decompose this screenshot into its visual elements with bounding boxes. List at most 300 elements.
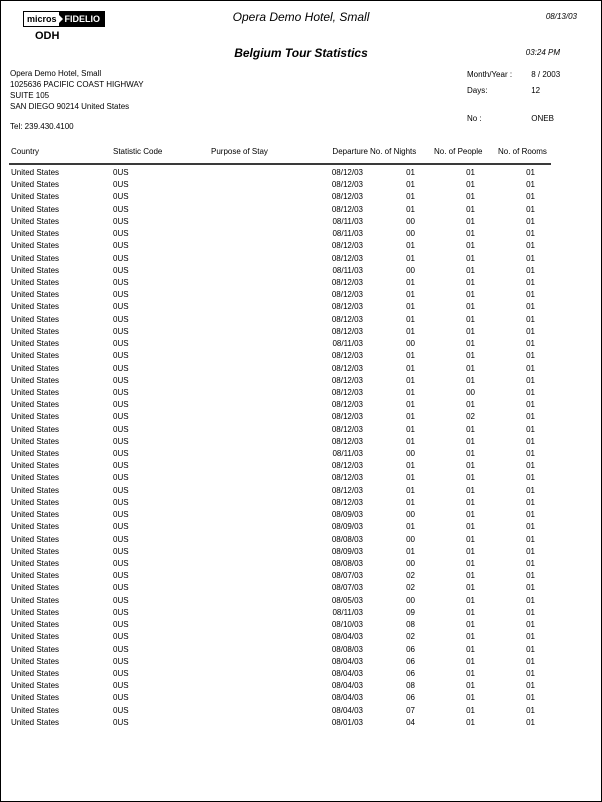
cell-country: United States — [11, 559, 60, 568]
cell-country: United States — [11, 705, 60, 715]
cell-no-of-people: 01 — [466, 302, 475, 312]
cell-no-of-rooms: 01 — [526, 375, 535, 385]
cell-no-of-people: 01 — [466, 449, 475, 459]
cell-country: United States — [11, 681, 60, 691]
param-no — [467, 114, 554, 123]
table-row — [1, 216, 601, 228]
cell-departure: 08/01/03 — [331, 717, 363, 727]
cell-no-of-rooms: 01 — [526, 607, 535, 617]
cell-departure: 08/12/03 — [331, 351, 363, 361]
cell-country: United States — [11, 449, 60, 459]
cell-statistic-code: 0US — [113, 168, 129, 177]
cell-no-of-people: 01 — [466, 339, 475, 349]
cell-no-of-rooms: 01 — [526, 546, 535, 556]
cell-departure: 08/07/03 — [331, 571, 363, 581]
cell-departure: 08/12/03 — [331, 192, 363, 202]
cell-no-of-rooms: 01 — [526, 412, 535, 422]
table-row — [1, 607, 601, 619]
cell-country: United States — [11, 656, 60, 666]
cell-no-of-nights: 01 — [406, 473, 415, 483]
cell-statistic-code: 0US — [113, 620, 129, 630]
cell-no-of-rooms: 01 — [526, 705, 535, 715]
cell-no-of-rooms: 01 — [526, 424, 535, 434]
cell-no-of-people: 01 — [466, 546, 475, 556]
cell-no-of-rooms: 01 — [526, 717, 535, 727]
cell-no-of-nights: 00 — [406, 449, 415, 459]
table-body — [1, 167, 601, 729]
cell-no-of-rooms: 01 — [526, 216, 535, 226]
param-value: 8 / 2003 — [531, 70, 561, 79]
cell-departure: 08/04/03 — [331, 681, 363, 691]
cell-statistic-code: 0US — [113, 644, 129, 654]
cell-departure: 08/12/03 — [331, 302, 363, 312]
cell-no-of-people: 01 — [466, 681, 475, 691]
cell-country: United States — [11, 241, 60, 251]
cell-no-of-nights: 01 — [406, 277, 415, 287]
cell-no-of-nights: 01 — [406, 497, 415, 507]
table-row — [1, 497, 601, 509]
hotel-phone: Tel: 239.430.4100 — [10, 122, 74, 131]
cell-statistic-code: 0US — [113, 229, 129, 239]
cell-no-of-rooms: 01 — [526, 192, 535, 202]
table-row — [1, 314, 601, 326]
cell-statistic-code: 0US — [113, 510, 129, 520]
cell-statistic-code: 0US — [113, 559, 129, 568]
cell-no-of-people: 01 — [466, 461, 475, 471]
param-value: ONEB — [531, 114, 554, 123]
cell-no-of-people: 01 — [466, 705, 475, 715]
cell-departure: 08/04/03 — [331, 693, 363, 703]
cell-no-of-people: 01 — [466, 314, 475, 324]
cell-departure: 08/12/03 — [331, 497, 363, 507]
cell-no-of-rooms: 01 — [526, 644, 535, 654]
param-label: No : — [467, 114, 482, 123]
cell-country: United States — [11, 180, 60, 190]
cell-no-of-nights: 01 — [406, 204, 415, 214]
cell-statistic-code: 0US — [113, 424, 129, 434]
cell-no-of-rooms: 01 — [526, 253, 535, 263]
cell-no-of-people: 01 — [466, 351, 475, 361]
cell-no-of-people: 01 — [466, 253, 475, 263]
cell-statistic-code: 0US — [113, 204, 129, 214]
cell-country: United States — [11, 326, 60, 336]
cell-departure: 08/12/03 — [331, 375, 363, 385]
cell-departure: 08/12/03 — [331, 314, 363, 324]
cell-no-of-nights: 01 — [406, 253, 415, 263]
cell-statistic-code: 0US — [113, 595, 129, 605]
column-header-country: Country — [11, 147, 40, 156]
cell-statistic-code: 0US — [113, 400, 129, 410]
cell-no-of-people: 01 — [466, 510, 475, 520]
cell-departure: 08/04/03 — [331, 656, 363, 666]
table-row — [1, 387, 601, 399]
cell-no-of-rooms: 01 — [526, 302, 535, 312]
hotel-name: Opera Demo Hotel, Small — [10, 69, 102, 78]
cell-no-of-rooms: 01 — [526, 632, 535, 642]
table-row — [1, 350, 601, 362]
cell-no-of-nights: 01 — [406, 180, 415, 190]
cell-no-of-nights: 00 — [406, 229, 415, 239]
cell-no-of-nights: 01 — [406, 387, 415, 397]
cell-departure: 08/12/03 — [331, 412, 363, 422]
cell-no-of-people: 01 — [466, 436, 475, 446]
cell-no-of-people: 01 — [466, 522, 475, 532]
cell-statistic-code: 0US — [113, 449, 129, 459]
cell-no-of-people: 01 — [466, 559, 475, 568]
cell-country: United States — [11, 302, 60, 312]
cell-statistic-code: 0US — [113, 485, 129, 495]
table-row — [1, 668, 601, 680]
table-row — [1, 424, 601, 436]
cell-no-of-people: 01 — [466, 400, 475, 410]
cell-no-of-rooms: 01 — [526, 559, 535, 568]
cell-departure: 08/12/03 — [331, 253, 363, 263]
cell-departure: 08/09/03 — [331, 510, 363, 520]
column-header-no-of-people: No. of People — [434, 147, 483, 156]
cell-statistic-code: 0US — [113, 241, 129, 251]
cell-no-of-nights: 01 — [406, 302, 415, 312]
cell-no-of-rooms: 01 — [526, 620, 535, 630]
cell-departure: 08/12/03 — [331, 363, 363, 373]
cell-no-of-nights: 01 — [406, 290, 415, 300]
table-row — [1, 375, 601, 387]
cell-departure: 08/11/03 — [332, 229, 363, 239]
cell-statistic-code: 0US — [113, 351, 129, 361]
table-row — [1, 240, 601, 252]
cell-no-of-people: 01 — [466, 607, 475, 617]
cell-no-of-people: 01 — [466, 620, 475, 630]
cell-country: United States — [11, 229, 60, 239]
cell-no-of-nights: 02 — [406, 583, 415, 593]
cell-no-of-nights: 02 — [406, 632, 415, 642]
cell-statistic-code: 0US — [113, 497, 129, 507]
cell-departure: 08/04/03 — [331, 668, 363, 678]
cell-country: United States — [11, 387, 60, 397]
cell-statistic-code: 0US — [113, 412, 129, 422]
cell-departure: 08/12/03 — [331, 241, 363, 251]
cell-no-of-people: 01 — [466, 424, 475, 434]
param-label: Month/Year : — [467, 70, 513, 79]
cell-departure: 08/09/03 — [331, 546, 363, 556]
cell-country: United States — [11, 717, 60, 727]
cell-statistic-code: 0US — [113, 216, 129, 226]
cell-country: United States — [11, 510, 60, 520]
cell-no-of-people: 01 — [466, 290, 475, 300]
cell-no-of-rooms: 01 — [526, 277, 535, 287]
cell-statistic-code: 0US — [113, 290, 129, 300]
table-row — [1, 680, 601, 692]
cell-no-of-nights: 01 — [406, 192, 415, 202]
cell-no-of-people: 01 — [466, 180, 475, 190]
cell-departure: 08/09/03 — [331, 522, 363, 532]
cell-no-of-rooms: 01 — [526, 656, 535, 666]
cell-no-of-people: 01 — [466, 363, 475, 373]
cell-country: United States — [11, 277, 60, 287]
cell-country: United States — [11, 265, 60, 275]
cell-departure: 08/12/03 — [331, 290, 363, 300]
cell-no-of-rooms: 01 — [526, 387, 535, 397]
cell-country: United States — [11, 375, 60, 385]
cell-departure: 08/10/03 — [331, 620, 363, 630]
page-title: Opera Demo Hotel, Small — [232, 10, 370, 24]
cell-no-of-rooms: 01 — [526, 168, 535, 177]
cell-departure: 08/07/03 — [331, 583, 363, 593]
cell-country: United States — [11, 497, 60, 507]
column-header-departure: Departure — [332, 147, 368, 156]
table-row — [1, 228, 601, 240]
hotel-address-block — [10, 68, 144, 112]
cell-no-of-nights: 06 — [406, 656, 415, 666]
table-row — [1, 363, 601, 375]
cell-statistic-code: 0US — [113, 387, 129, 397]
cell-no-of-nights: 01 — [406, 314, 415, 324]
cell-departure: 08/12/03 — [331, 326, 363, 336]
cell-no-of-nights: 01 — [406, 400, 415, 410]
cell-no-of-rooms: 01 — [526, 436, 535, 446]
cell-no-of-people: 01 — [466, 717, 475, 727]
table-row — [1, 204, 601, 216]
table-row — [1, 485, 601, 497]
cell-departure: 08/04/03 — [331, 705, 363, 715]
cell-no-of-rooms: 01 — [526, 290, 535, 300]
cell-no-of-rooms: 01 — [526, 461, 535, 471]
cell-no-of-nights: 01 — [406, 351, 415, 361]
cell-no-of-people: 00 — [466, 387, 475, 397]
cell-country: United States — [11, 290, 60, 300]
cell-no-of-people: 01 — [466, 583, 475, 593]
cell-statistic-code: 0US — [113, 681, 129, 691]
cell-country: United States — [11, 546, 60, 556]
table-row — [1, 631, 601, 643]
param-month-year — [467, 70, 560, 79]
logo-fidelio-text: FIDELIO — [59, 12, 105, 26]
table-row — [1, 582, 601, 594]
cell-country: United States — [11, 424, 60, 434]
cell-no-of-rooms: 01 — [526, 571, 535, 581]
hotel-address-line1: 1025636 PACIFIC COAST HIGHWAY — [10, 80, 144, 89]
cell-no-of-nights: 01 — [406, 522, 415, 532]
cell-statistic-code: 0US — [113, 705, 129, 715]
cell-country: United States — [11, 192, 60, 202]
cell-departure: 08/12/03 — [331, 485, 363, 495]
cell-country: United States — [11, 351, 60, 361]
cell-no-of-rooms: 01 — [526, 485, 535, 495]
table-row — [1, 472, 601, 484]
cell-no-of-people: 01 — [466, 632, 475, 642]
cell-no-of-rooms: 01 — [526, 351, 535, 361]
cell-statistic-code: 0US — [113, 375, 129, 385]
cell-no-of-people: 01 — [466, 656, 475, 666]
hotel-address-line2: SUITE 105 — [10, 91, 50, 100]
cell-no-of-nights: 00 — [406, 534, 415, 544]
table-row — [1, 509, 601, 521]
table-row — [1, 191, 601, 203]
cell-departure: 08/12/03 — [331, 277, 363, 287]
logo-micros-text: micros — [24, 12, 59, 26]
table-row — [1, 167, 601, 179]
cell-statistic-code: 0US — [113, 571, 129, 581]
cell-departure: 08/12/03 — [331, 387, 363, 397]
cell-no-of-rooms: 01 — [526, 534, 535, 544]
report-title: Belgium Tour Statistics — [234, 46, 368, 60]
cell-no-of-rooms: 01 — [526, 204, 535, 214]
cell-no-of-people: 01 — [466, 216, 475, 226]
table-row — [1, 595, 601, 607]
cell-no-of-people: 01 — [466, 534, 475, 544]
cell-statistic-code: 0US — [113, 693, 129, 703]
cell-country: United States — [11, 668, 60, 678]
cell-statistic-code: 0US — [113, 668, 129, 678]
cell-no-of-rooms: 01 — [526, 681, 535, 691]
table-row — [1, 692, 601, 704]
table-row — [1, 338, 601, 350]
cell-no-of-nights: 01 — [406, 436, 415, 446]
table-row — [1, 411, 601, 423]
cell-no-of-nights: 06 — [406, 668, 415, 678]
cell-no-of-rooms: 01 — [526, 693, 535, 703]
cell-no-of-people: 01 — [466, 571, 475, 581]
table-row — [1, 448, 601, 460]
table-row — [1, 546, 601, 558]
cell-no-of-people: 01 — [466, 192, 475, 202]
cell-statistic-code: 0US — [113, 583, 129, 593]
column-header-purpose-of-stay: Purpose of Stay — [211, 147, 268, 156]
cell-country: United States — [11, 607, 60, 617]
cell-departure: 08/11/03 — [332, 607, 363, 617]
cell-no-of-rooms: 01 — [526, 583, 535, 593]
table-row — [1, 326, 601, 338]
cell-country: United States — [11, 314, 60, 324]
cell-statistic-code: 0US — [113, 656, 129, 666]
cell-no-of-rooms: 01 — [526, 241, 535, 251]
cell-departure: 08/08/03 — [331, 534, 363, 544]
cell-no-of-nights: 06 — [406, 644, 415, 654]
table-row — [1, 558, 601, 570]
cell-departure: 08/12/03 — [331, 473, 363, 483]
cell-statistic-code: 0US — [113, 534, 129, 544]
cell-no-of-people: 01 — [466, 693, 475, 703]
cell-statistic-code: 0US — [113, 632, 129, 642]
cell-departure: 08/12/03 — [331, 461, 363, 471]
cell-no-of-nights: 01 — [406, 412, 415, 422]
cell-statistic-code: 0US — [113, 607, 129, 617]
cell-no-of-nights: 00 — [406, 216, 415, 226]
cell-no-of-nights: 00 — [406, 265, 415, 275]
cell-departure: 08/12/03 — [331, 400, 363, 410]
cell-no-of-nights: 00 — [406, 559, 415, 568]
table-row — [1, 265, 601, 277]
param-days — [467, 86, 540, 95]
header-date: 08/13/03 — [545, 12, 577, 21]
cell-departure: 08/12/03 — [331, 204, 363, 214]
table-row — [1, 289, 601, 301]
cell-no-of-people: 01 — [466, 473, 475, 483]
cell-country: United States — [11, 583, 60, 593]
cell-no-of-rooms: 01 — [526, 473, 535, 483]
cell-statistic-code: 0US — [113, 253, 129, 263]
header-time: 03:24 PM — [525, 48, 560, 57]
cell-no-of-nights: 06 — [406, 693, 415, 703]
cell-no-of-nights: 01 — [406, 326, 415, 336]
cell-statistic-code: 0US — [113, 277, 129, 287]
cell-departure: 08/11/03 — [332, 339, 363, 349]
cell-departure: 08/12/03 — [331, 424, 363, 434]
cell-no-of-people: 01 — [466, 595, 475, 605]
cell-country: United States — [11, 363, 60, 373]
table-row — [1, 179, 601, 191]
cell-departure: 08/11/03 — [332, 265, 363, 275]
cell-statistic-code: 0US — [113, 180, 129, 190]
cell-statistic-code: 0US — [113, 314, 129, 324]
cell-no-of-people: 01 — [466, 204, 475, 214]
cell-no-of-nights: 01 — [406, 424, 415, 434]
cell-no-of-people: 01 — [466, 485, 475, 495]
cell-no-of-rooms: 01 — [526, 339, 535, 349]
cell-no-of-rooms: 01 — [526, 595, 535, 605]
table-row — [1, 436, 601, 448]
table-row — [1, 460, 601, 472]
cell-statistic-code: 0US — [113, 265, 129, 275]
hotel-address-line3: SAN DIEGO 90214 United States — [10, 102, 130, 111]
cell-no-of-rooms: 01 — [526, 668, 535, 678]
cell-no-of-nights: 00 — [406, 510, 415, 520]
cell-no-of-rooms: 01 — [526, 363, 535, 373]
cell-no-of-people: 02 — [466, 412, 475, 422]
cell-country: United States — [11, 485, 60, 495]
cell-no-of-rooms: 01 — [526, 326, 535, 336]
table-row — [1, 301, 601, 313]
cell-country: United States — [11, 534, 60, 544]
column-header-statistic-code: Statistic Code — [113, 147, 163, 156]
cell-country: United States — [11, 620, 60, 630]
cell-statistic-code: 0US — [113, 326, 129, 336]
table-row — [1, 253, 601, 265]
cell-country: United States — [11, 400, 60, 410]
cell-no-of-people: 01 — [466, 229, 475, 239]
cell-departure: 08/12/03 — [331, 168, 363, 177]
cell-no-of-people: 01 — [466, 644, 475, 654]
table-row — [1, 399, 601, 411]
cell-no-of-people: 01 — [466, 375, 475, 385]
cell-no-of-nights: 01 — [406, 375, 415, 385]
cell-no-of-nights: 01 — [406, 241, 415, 251]
cell-no-of-people: 01 — [466, 497, 475, 507]
cell-no-of-rooms: 01 — [526, 265, 535, 275]
table-row — [1, 277, 601, 289]
cell-country: United States — [11, 693, 60, 703]
cell-departure: 08/11/03 — [332, 449, 363, 459]
cell-no-of-people: 01 — [466, 168, 475, 177]
table-header-divider — [9, 163, 551, 165]
cell-no-of-people: 01 — [466, 241, 475, 251]
cell-no-of-nights: 08 — [406, 681, 415, 691]
cell-no-of-rooms: 01 — [526, 229, 535, 239]
table-row — [1, 619, 601, 631]
cell-country: United States — [11, 461, 60, 471]
cell-departure: 08/12/03 — [331, 436, 363, 446]
cell-country: United States — [11, 595, 60, 605]
cell-departure: 08/11/03 — [332, 216, 363, 226]
cell-departure: 08/05/03 — [331, 595, 363, 605]
cell-no-of-rooms: 01 — [526, 400, 535, 410]
cell-country: United States — [11, 412, 60, 422]
cell-no-of-nights: 01 — [406, 168, 415, 177]
cell-no-of-nights: 00 — [406, 339, 415, 349]
cell-statistic-code: 0US — [113, 473, 129, 483]
cell-no-of-rooms: 01 — [526, 314, 535, 324]
cell-no-of-people: 01 — [466, 668, 475, 678]
cell-country: United States — [11, 522, 60, 532]
